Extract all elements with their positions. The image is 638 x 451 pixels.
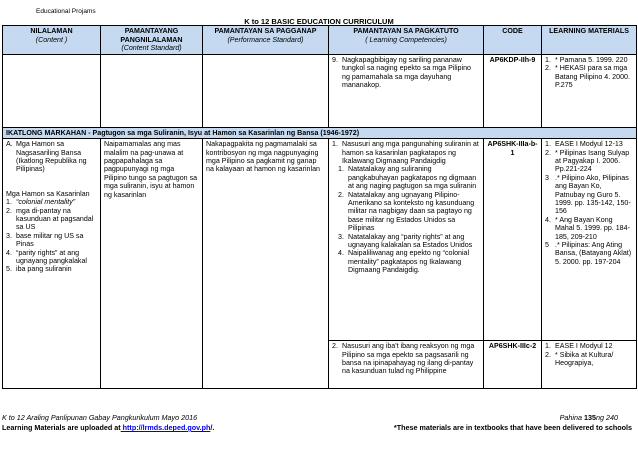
content-cell <box>3 54 101 127</box>
footer-note: *These materials are in textbooks that have been delivered to schools <box>393 423 632 432</box>
competency-item: 9. Nagkapagbibigay ng sariling pananaw tungkol sa naging epekto sa mga Pilipino ng pamamahala sa mga dayuhang mananakop. <box>332 55 471 89</box>
competency-item: 2. Nasusuri ang iba't ibang reaksyon ng mga Pilipino sa mga epekto sa pagsasarili ng bansa na ipinapahayag ng ilang di-pantay na kasunduan tulad ng Philippine <box>332 342 475 376</box>
curriculum-table <box>2 25 637 389</box>
performance-standard-cell: Nakapagpakita ng pagmamalaki sa kontribosyon ng mga nagpunyaging mga Pilipino sa pagkamit ng ganap na kalayaan at hamon ng kasarinlan <box>203 139 329 389</box>
page-number: Pahina 135ng 240 <box>559 413 618 422</box>
content-list-item: 2. mga di-pantay na kasunduan at pagsandal sa US <box>6 206 94 232</box>
material-item: 1. EASE I Modyul 12-13 <box>545 140 623 149</box>
col-header-code: CODE <box>484 26 542 55</box>
materials-cell <box>542 139 637 341</box>
footer-guide-title: K to 12 Araling Panlipunan Gabay Pangkurikulum Mayo 2016 <box>2 413 198 422</box>
material-item: 3 .* Pilipino Ako, Pilipinas ang Bayan Ko, Patnubay ng Guro 5. 1999. pp. 135-142, 150-156 <box>545 173 631 216</box>
materials-cell <box>542 341 637 389</box>
quarter-heading: IKATLONG MARKAHAN - Pagtugon sa mga Suliranin, Isyu at Hamon sa Kasarinlan ng Bansa (1946-1972) <box>3 127 637 138</box>
code-cell: AP6SHK-IIIa-b-1 <box>484 139 542 341</box>
content-standard-cell <box>101 54 203 127</box>
sub-competency-item: 2. Natatalakay ang ugnayang Pilipino-Amerikano sa konteksto ng kasunduang militar na nagbigay daan sa pagtayo ng base militar ng Estados Unidos sa Pilipinas <box>338 190 475 233</box>
header-brand: Educational Projams <box>36 8 96 15</box>
material-item: 2. * Pilipinas Isang Sulyap at Pagyakap I. 2006. Pp.221-224 <box>545 148 630 174</box>
col-header-content: NILALAMAN (Content ) <box>3 26 101 55</box>
code-cell: AP6SHK-IIIc-2 <box>484 341 542 389</box>
content-list-item: 1. “colonial mentality” <box>6 198 76 207</box>
table-row <box>3 139 637 341</box>
material-item: 1. EASE I Modyul 12 <box>545 342 613 351</box>
competency-item: 1. Nasusuri ang mga pangunahing suliranin at hamon sa kasarinlan pagkatapos ng Ikalawang Digmaang Pandaigdig <box>332 140 479 165</box>
col-header-content-standard: PAMANTAYANG PANGNILALAMAN (Content Standard) <box>101 26 203 55</box>
material-item: 2. * HEKASI para sa mga Batang Pilipino 4. 2000. P.275 <box>545 64 630 89</box>
material-item: 2. * Sibika at Kultura/ Heograpiya, <box>545 350 614 367</box>
sub-competency-item: 4. Naipaliliwanag ang epekto ng “colonial mentality” pagkatapos ng Ikalawang Digmaang Pandaigdig. <box>338 249 470 275</box>
material-item: 1. * Pamana 5. 1999. 220 <box>545 55 628 64</box>
content-list-item: 4. “parity rights” at ang ugnayang pangkalakal <box>6 248 87 266</box>
competency-cell <box>329 54 484 127</box>
quarter-heading-row <box>3 127 637 138</box>
content-standard-cell: Naipamamalas ang mas malalim na pag-unawa at pagpapahalaga sa pagpupunyagi ng mga Pilipino tungo sa pagtugon sa mga suliranin, isyu at hamon ng kasarinlan <box>101 139 203 389</box>
content-subheading: Mga Hamon sa Kasarinlan <box>6 189 90 198</box>
document-title: K to 12 BASIC EDUCATION CURRICULUM <box>244 17 394 26</box>
competency-cell <box>329 341 484 389</box>
materials-cell <box>542 54 637 127</box>
col-header-learning-competencies: PAMANTAYAN SA PAGKATUTO ( Learning Competencies) <box>329 26 484 55</box>
content-list-item: 5. iba pang suliranin <box>6 265 72 274</box>
performance-standard-cell <box>203 54 329 127</box>
content-list-item: 3. base militar ng US sa Pinas <box>6 231 84 249</box>
table-header-row <box>3 26 637 55</box>
code-cell: AP6KDP-IIh-9 <box>484 54 542 127</box>
sub-competency-item: 3. Natatalakay ang “parity rights” at ang ugnayang kalakalan sa Estados Unidos <box>338 232 473 250</box>
content-item-a: A. Mga Hamon sa Nagsasariling Bansa (Ikatlong Republika ng Pilipinas) <box>6 140 87 174</box>
competency-cell <box>329 139 484 341</box>
col-header-performance-standard: PAMANTAYAN SA PAGGANAP (Performance Standard) <box>203 26 329 55</box>
lrmds-link[interactable]: http://lrmds.deped.gov.ph <box>120 423 211 432</box>
content-cell <box>3 139 101 389</box>
sub-competency-item: 1. Natatalakay ang suliraning pangkabuhayan pagkatapos ng digmaan at ang naging pagtugon sa mga suliranin <box>338 165 477 191</box>
table-row <box>3 54 637 127</box>
material-item: 4. * Ang Bayan Kong Mahal 5. 1999. pp. 184-185, 209-210 <box>545 215 630 241</box>
material-item: 5 .* Pilipinas: Ang Ating Bansa, (Batayang Aklat) 5. 2000. pp. 197-204 <box>545 241 632 266</box>
col-header-learning-materials: LEARNING MATERIALS <box>542 26 637 55</box>
